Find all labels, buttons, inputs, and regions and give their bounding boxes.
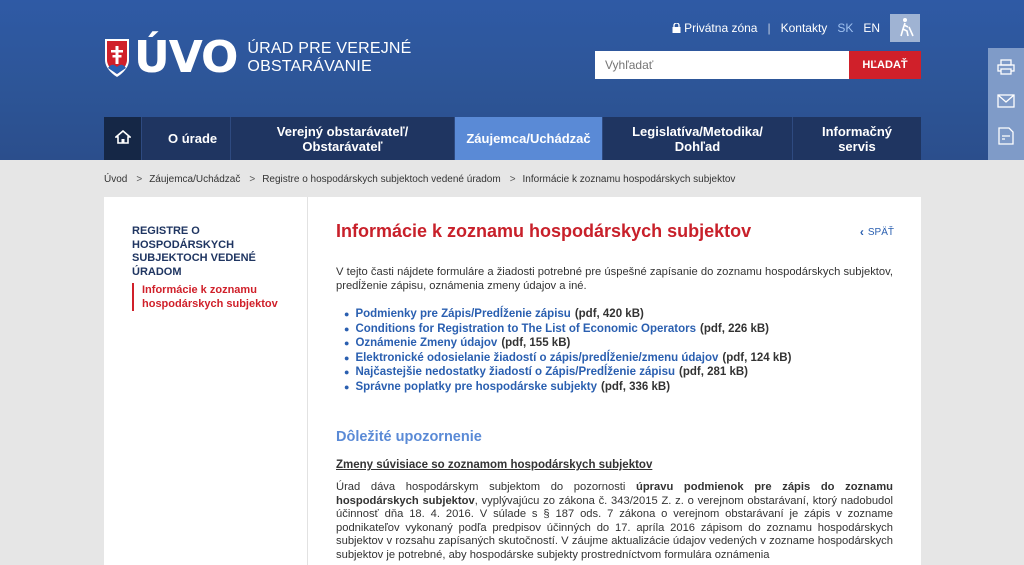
logo-subtitle-line2: OBSTARÁVANIE [247, 58, 372, 75]
document-link[interactable]: Správne poplatky pre hospodárske subjekty [355, 380, 598, 393]
list-item [344, 380, 904, 395]
nav-item4-line2: Dohľad [674, 138, 721, 154]
list-item [344, 307, 904, 322]
breadcrumb-separator: > [136, 174, 143, 185]
page-title: Informácie k zoznamu hospodárskych subjektov [336, 221, 752, 241]
breadcrumb-separator: > [249, 174, 256, 185]
slovak-shield-icon [104, 38, 130, 78]
notice-heading: Dôležité upozornenie [336, 429, 482, 445]
nav-item2-line2: Obstarávateľ [302, 138, 383, 154]
bullet-icon: ● [344, 338, 350, 348]
bullet-icon: ● [344, 323, 350, 334]
search-bar [595, 51, 921, 79]
notice-subheading: Zmeny súvisiace so zoznamom hospodárskych subjektov [336, 459, 653, 471]
breadcrumb-current: Informácie k zoznamu hospodárskych subjektov [522, 174, 736, 185]
contacts-link[interactable]: Kontakty [780, 21, 828, 35]
breadcrumb-home[interactable]: Úvod [104, 174, 128, 185]
breadcrumb [104, 174, 735, 185]
nav-item2-line1: Verejný obstarávateľ/ [276, 123, 409, 139]
nav-item5-line1: Informačný [821, 123, 893, 139]
side-tools [988, 48, 1024, 160]
nav-about[interactable]: O úrade [142, 117, 231, 160]
nav-item5-line2: servis [838, 138, 876, 154]
logo-subtitle [247, 40, 411, 76]
file-meta: (pdf, 281 kB) [679, 366, 749, 378]
private-zone-label: Privátna zóna [684, 21, 758, 35]
document-link[interactable]: Najčastejšie nedostatky žiadostí o Zápis/Predĺženie zápisu [355, 366, 675, 378]
main-content [308, 197, 921, 565]
para-text-bold: úpravu podmienok pre zápis do zoznamu hospodárskych subjektov [336, 481, 893, 507]
nav-legislation[interactable] [603, 117, 793, 160]
print-button[interactable] [997, 60, 1015, 78]
list-item [344, 322, 904, 337]
document-link[interactable]: Podmienky pre Zápis/Predĺženie zápisu [355, 308, 571, 320]
left-sidebar [104, 197, 308, 565]
list-item [344, 351, 904, 366]
document-link[interactable]: Oznámenie Zmeny údajov [355, 337, 498, 349]
logo-text: ÚVO [134, 32, 238, 83]
intro-paragraph: V tejto časti nájdete formuláre a žiadosti potrebné pre úspešné zapísanie do zoznamu hospodárskych subjektov, predĺženie zápisu, oznámenia zmeny údajov a iné. [336, 266, 893, 292]
para-text-start: Úrad dáva hospodárskym subjektom do pozornosti [336, 481, 637, 493]
logo-subtitle-line1: ÚRAD PRE VEREJNÉ [247, 40, 412, 57]
breadcrumb-applicant[interactable]: Záujemca/Uchádzač [149, 174, 241, 185]
back-label: SPÄŤ [867, 226, 894, 238]
bullet-icon: ● [344, 367, 350, 377]
notice-paragraph [336, 481, 893, 563]
document-link[interactable]: Conditions for Registration to The List of Economic Operators [355, 322, 696, 335]
site-header [0, 0, 1024, 160]
file-meta: (pdf, 226 kB) [699, 322, 769, 335]
separator: | [767, 21, 771, 35]
print-icon [997, 59, 1015, 80]
breadcrumb-registers[interactable]: Registre o hospodárskych subjektoch vedené úradom [262, 174, 501, 185]
search-button[interactable]: HĽADAŤ [849, 51, 921, 79]
list-item [344, 365, 904, 380]
pdf-icon [998, 127, 1014, 150]
breadcrumb-separator: > [509, 174, 516, 185]
pdf-button[interactable] [997, 130, 1015, 148]
search-input[interactable] [595, 51, 849, 79]
lang-en-link[interactable]: EN [863, 21, 880, 35]
back-link[interactable] [860, 225, 894, 239]
document-link[interactable]: Elektronické odosielanie žiadostí o zápis/predĺženie/zmenu údajov [355, 351, 719, 364]
nav-applicant[interactable]: Záujemca/Uchádzač [455, 117, 603, 160]
file-meta: (pdf, 155 kB) [501, 337, 571, 349]
private-zone-link[interactable] [672, 21, 758, 35]
file-meta: (pdf, 336 kB) [601, 380, 671, 393]
nav-item4-line1: Legislatíva/Metodika/ [632, 123, 763, 139]
nav-information-service[interactable] [793, 117, 921, 160]
file-meta: (pdf, 420 kB) [574, 308, 644, 320]
file-meta: (pdf, 124 kB) [722, 351, 792, 364]
sidebar-section-title[interactable]: REGISTRE O HOSPODÁRSKYCH SUBJEKTOCH VEDENÉ ÚRADOM [132, 225, 256, 278]
lang-sk-link[interactable]: SK [837, 21, 854, 35]
top-utility-bar [662, 14, 920, 42]
email-button[interactable] [997, 95, 1015, 113]
chevron-left-icon: ‹ [859, 225, 864, 239]
lock-icon [672, 21, 684, 35]
mail-icon [997, 94, 1015, 113]
accessibility-button[interactable] [890, 14, 920, 42]
sidebar-item-active[interactable]: Informácie k zoznamu hospodárskych subjektov [132, 283, 302, 311]
document-list [344, 307, 904, 394]
nav-home[interactable] [104, 117, 142, 160]
bullet-icon: ● [344, 309, 350, 319]
main-navigation [104, 117, 921, 160]
site-logo[interactable] [104, 32, 412, 83]
blind-walker-icon [896, 17, 914, 40]
bullet-icon: ● [344, 381, 350, 392]
nav-contracting-authority[interactable] [231, 117, 455, 160]
list-item [344, 336, 904, 351]
home-icon [115, 130, 131, 147]
para-text-rest: , vyplývajúcu zo zákona č. 343/2015 Z. z. o verejnom obstarávaní, ktorý nadobudol účinnosť dňa 18. 4. 2016. V súlade s § 187 ods. 7 zákona o verejnom obstarávaní je zápis v zozname podnikateľov vykonaný podľa predpisov účinných do 17. apríla 2016 zápisom do zoznamu hospodárskych subjektov v rozsahu zapísaných skutočností. V záujme aktualizácie údajov vedených v zozname hospodárskych subjektov je potrebné, aby hospodárske subjekty prostredníctvom formulára oznámenia [336, 494, 893, 561]
bullet-icon: ● [344, 352, 350, 363]
